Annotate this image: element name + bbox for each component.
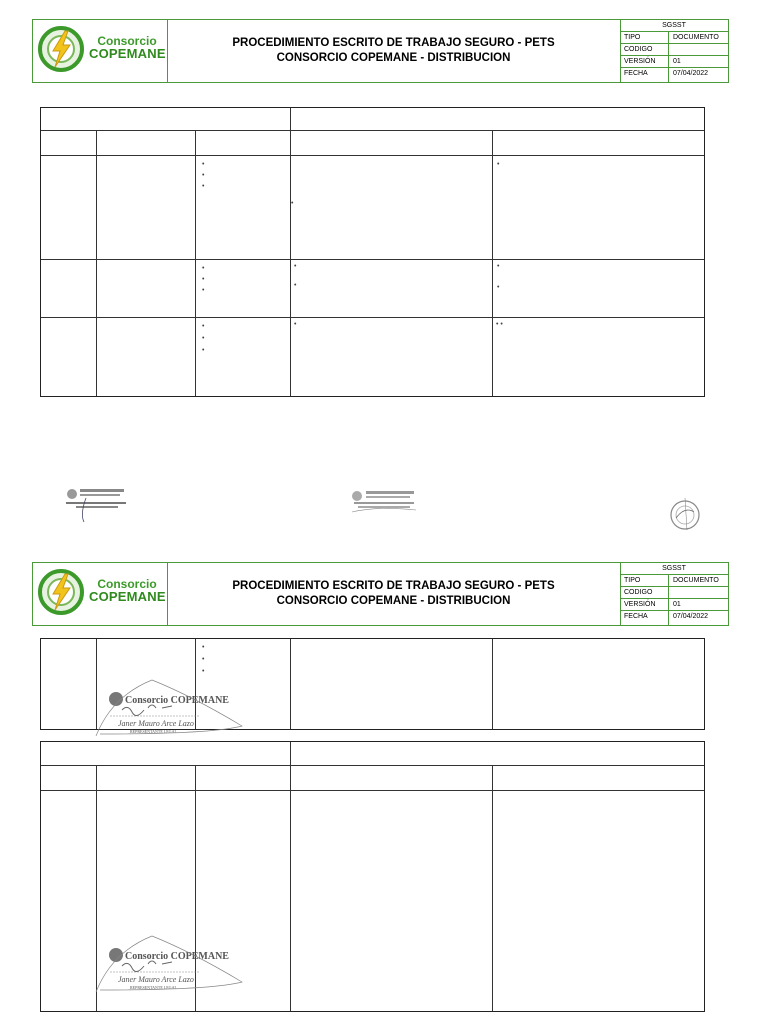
bullet-mark: •: [202, 172, 205, 179]
bullet-mark: • •: [496, 321, 503, 328]
meta-row-tipo: [620, 32, 728, 44]
title-cell: [167, 20, 621, 82]
signature-name: Janer Mauro Arce Lazo: [118, 719, 194, 728]
meta-label: CODIGO: [620, 587, 669, 598]
bullet-mark: •: [291, 200, 294, 207]
meta-row-fecha: [620, 68, 728, 82]
meta-table: [620, 20, 728, 82]
document-subtitle: CONSORCIO COPEMANE - DISTRIBUCION: [276, 595, 511, 607]
table-divider: [41, 259, 704, 260]
bullet-mark: •: [497, 263, 500, 270]
meta-label: FECHA: [620, 611, 669, 625]
bullet-mark: •: [202, 276, 205, 283]
bullet-mark: •: [202, 265, 205, 272]
meta-row-version: [620, 599, 728, 611]
bullet-mark: •: [202, 656, 205, 663]
bullet-mark: •: [202, 183, 205, 190]
document-title: PROCEDIMIENTO ESCRITO DE TRABAJO SEGURO - PETS: [232, 580, 555, 592]
table-divider: [195, 130, 196, 396]
meta-row-fecha: [620, 611, 728, 625]
bullet-mark: •: [497, 161, 500, 168]
meta-label: VERSIÓN: [620, 599, 669, 610]
table-divider: [41, 155, 704, 156]
legal-rep-signature: [92, 932, 260, 994]
table-divider: [492, 765, 493, 1011]
table-divider: [290, 108, 291, 130]
bullet-mark: •: [202, 335, 205, 342]
document-title: PROCEDIMIENTO ESCRITO DE TRABAJO SEGURO - PETS: [232, 37, 555, 49]
bullet-mark: •: [294, 263, 297, 270]
table-divider: [41, 765, 704, 766]
meta-label: FECHA: [620, 68, 669, 82]
table-divider: [492, 130, 493, 396]
meta-label: CODIGO: [620, 44, 669, 55]
company-stamp-1: [62, 484, 130, 524]
company-stamp-2: [348, 486, 420, 522]
bullet-mark: •: [202, 644, 205, 651]
meta-heading: SGSST: [620, 20, 728, 32]
logo-line1: Consorcio: [97, 577, 157, 591]
meta-row-codigo: [620, 44, 728, 56]
document-subtitle: CONSORCIO COPEMANE - DISTRIBUCION: [276, 52, 511, 64]
meta-value: 07/04/2022: [673, 613, 709, 620]
signature-role: REPRESENTANTE LEGAL: [130, 729, 177, 734]
meta-value: 01: [673, 58, 681, 65]
legal-rep-signature: [92, 676, 260, 738]
bullet-mark: •: [294, 282, 297, 289]
logo-cell: [33, 563, 168, 625]
table-divider: [96, 130, 97, 396]
circular-stamp: [666, 496, 704, 532]
signature-org: Consorcio COPEMANE: [125, 951, 229, 962]
logo-line2: COPEMANE: [89, 589, 166, 604]
table-divider: [290, 130, 294, 396]
bullet-mark: •: [202, 161, 205, 168]
meta-label: TIPO: [620, 32, 669, 43]
logo-wordmark: [89, 35, 165, 60]
signature-role: REPRESENTANTE LEGAL: [130, 985, 177, 990]
meta-row-codigo: [620, 587, 728, 599]
logo-cell: [33, 20, 168, 82]
table-divider: [290, 742, 291, 765]
bullet-mark: •: [202, 347, 205, 354]
meta-label: VERSIÓN: [620, 56, 669, 67]
meta-value: DOCUMENTO: [673, 577, 719, 584]
bullet-mark: •: [202, 287, 205, 294]
meta-table: [620, 563, 728, 625]
document-header: [32, 562, 729, 626]
bullet-mark: •: [202, 668, 205, 675]
table-divider: [290, 639, 291, 729]
table-divider: [41, 790, 704, 791]
table-divider: [41, 130, 704, 131]
meta-row-tipo: [620, 575, 728, 587]
logo-wordmark: [89, 578, 165, 603]
copemane-logo-icon: [37, 568, 85, 616]
signature-org: Consorcio COPEMANE: [125, 695, 229, 706]
meta-value: 07/04/2022: [673, 70, 709, 77]
document-header: [32, 19, 729, 83]
logo-line2: COPEMANE: [89, 46, 166, 61]
logo-line1: Consorcio: [97, 34, 157, 48]
bullet-mark: •: [497, 284, 500, 291]
copemane-logo-icon: [37, 25, 85, 73]
meta-heading: SGSST: [620, 563, 728, 575]
meta-row-version: [620, 56, 728, 68]
table-divider: [492, 639, 493, 729]
meta-label: TIPO: [620, 575, 669, 586]
meta-value: DOCUMENTO: [673, 34, 719, 41]
bullet-mark: •: [294, 321, 297, 328]
meta-value: 01: [673, 601, 681, 608]
signature-name: Janer Mauro Arce Lazo: [118, 975, 194, 984]
table-divider: [41, 317, 704, 318]
bullet-mark: •: [202, 323, 205, 330]
table-divider: [290, 765, 291, 1011]
title-cell: [167, 563, 621, 625]
procedure-table: [40, 107, 705, 397]
